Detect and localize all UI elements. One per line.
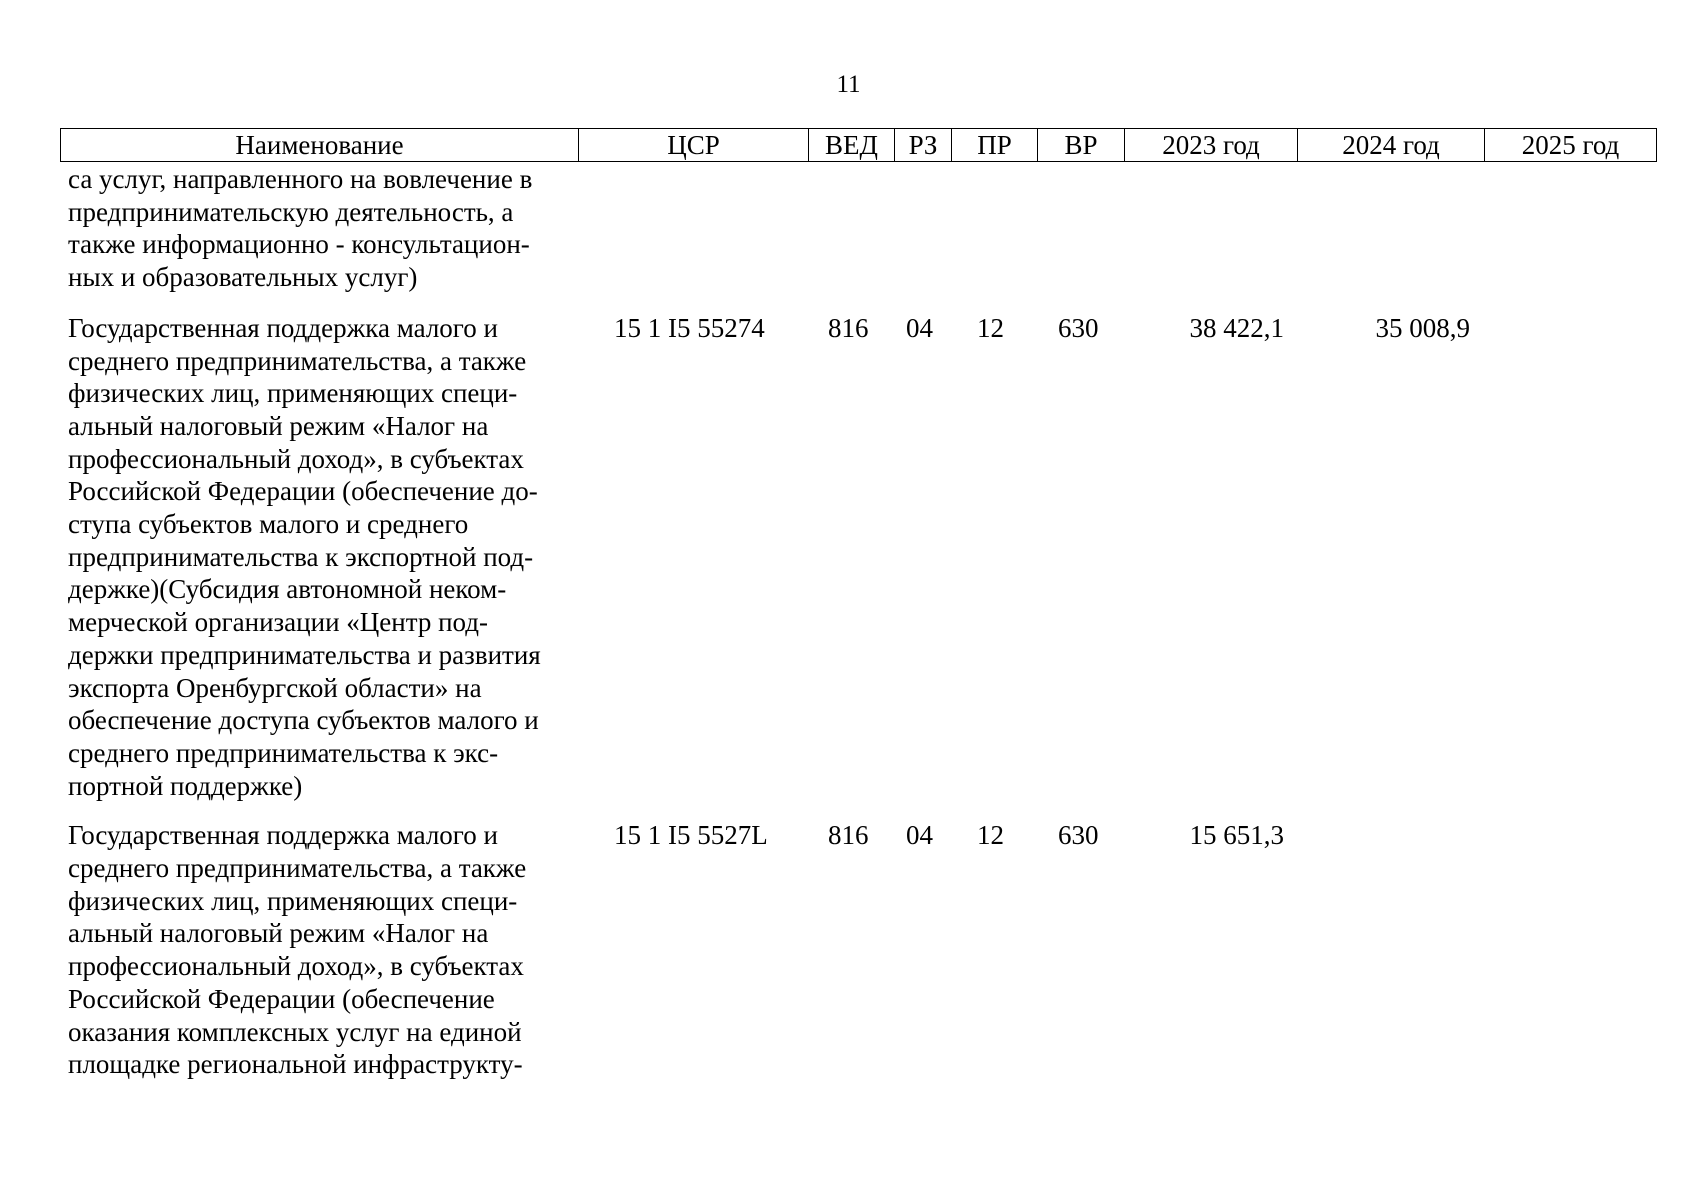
row-name: [68, 312, 573, 803]
table-row: [0, 163, 1697, 294]
header-vr: ВР: [1038, 129, 1125, 162]
name-line: Государственная поддержка малого и: [68, 312, 498, 343]
name-line: портной поддержке): [68, 770, 303, 801]
name-line: среднего предпринимательства к экс-: [68, 737, 499, 768]
name-line: среднего предпринимательства, а также: [68, 345, 527, 376]
row-vr: 630: [1058, 312, 1099, 343]
row-name: [68, 163, 573, 294]
name-line: обеспечение доступа субъектов малого и: [68, 705, 539, 736]
name-line: профессиональный доход», в субъектах: [68, 443, 524, 474]
row-value-2023: 15 651,3: [1189, 820, 1284, 851]
name-line: держки предпринимательства и развития: [68, 639, 541, 670]
header-ved: ВЕД: [809, 129, 895, 162]
header-2025: 2025 год: [1485, 129, 1657, 162]
name-line: среднего предпринимательства, а также: [68, 853, 527, 884]
name-line: предпринимательскую деятельность, а: [68, 196, 514, 227]
name-line: также информационно - консультацион-: [68, 229, 530, 260]
row-rz: 04: [906, 312, 933, 343]
name-line: ступа субъектов малого и среднего: [68, 509, 469, 540]
row-csr: 15 1 I5 55274: [614, 312, 765, 343]
header-rz: РЗ: [895, 129, 952, 162]
name-line: оказания комплексных услуг на единой: [68, 1016, 522, 1047]
row-name: [68, 819, 573, 1081]
name-line: мерческой организации «Центр под-: [68, 607, 488, 638]
row-ved: 816: [828, 312, 869, 343]
name-line: альный налоговый режим «Налог на: [68, 410, 489, 441]
name-line: экспорта Оренбургской области» на: [68, 672, 482, 703]
name-line: ных и образовательных услуг): [68, 262, 418, 293]
table-header: [60, 128, 1657, 162]
row-ved: 816: [828, 820, 869, 851]
header-name: Наименование: [61, 129, 579, 162]
row-csr: 15 1 I5 5527L: [614, 820, 768, 851]
name-line: физических лиц, применяющих специ-: [68, 378, 518, 409]
header-2024: 2024 год: [1298, 129, 1485, 162]
name-line: Государственная поддержка малого и: [68, 820, 498, 851]
name-line: профессиональный доход», в субъектах: [68, 951, 524, 982]
name-line: альный налоговый режим «Налог на: [68, 918, 489, 949]
row-value-2024: 35 008,9: [1375, 312, 1470, 343]
name-line: площадке региональной инфраструкту-: [68, 1049, 523, 1080]
table-body: [0, 163, 1697, 1081]
row-vr: 630: [1058, 820, 1099, 851]
header-pr: ПР: [952, 129, 1038, 162]
table-row: [0, 819, 1697, 1081]
row-rz: 04: [906, 820, 933, 851]
header-2023: 2023 год: [1125, 129, 1298, 162]
page-number: 11: [836, 71, 861, 98]
name-line: са услуг, направленного на вовлечение в: [68, 164, 533, 194]
row-pr: 12: [977, 820, 1004, 851]
name-line: держке)(Субсидия автономной неком-: [68, 574, 507, 605]
row-pr: 12: [977, 312, 1004, 343]
name-line: предпринимательства к экспортной под-: [68, 541, 534, 572]
name-line: Российской Федерации (обеспечение: [68, 983, 495, 1014]
table-row: [0, 312, 1697, 803]
name-line: Российской Федерации (обеспечение до-: [68, 476, 538, 507]
name-line: физических лиц, применяющих специ-: [68, 885, 518, 916]
header-csr: ЦСР: [579, 129, 809, 162]
row-value-2023: 38 422,1: [1189, 312, 1284, 343]
